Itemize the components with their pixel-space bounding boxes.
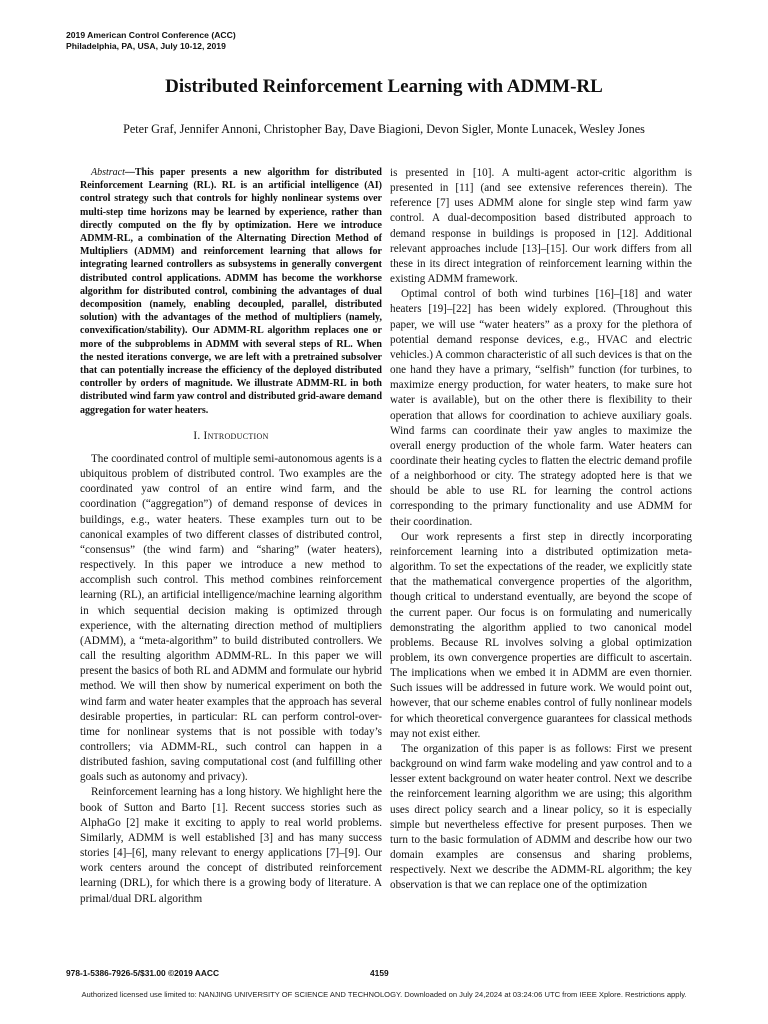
conference-name: 2019 American Control Conference (ACC) xyxy=(66,30,236,40)
conference-location: Philadelphia, PA, USA, July 10-12, 2019 xyxy=(66,41,226,51)
abstract-dash: — xyxy=(124,167,135,178)
paragraph: is presented in [10]. A multi-agent actor-critic algorithm is presented in [11] (and see extensive references therein). The reference [7] uses ADMM alone for single step wind farm yaw control. A dual-decomposition based distributed approach to demand response in buildings is proposed in [12]. Additional relevant approaches include [13]–[15]. Our work differs from all these in its direct integration of reinforcement learning within the existing ADMM framework. xyxy=(390,167,692,286)
footer-isbn: 978-1-5386-7926-5/$31.00 ©2019 AACC xyxy=(66,968,219,978)
license-notice: Authorized licensed use limited to: NANJING UNIVERSITY OF SCIENCE AND TECHNOLOGY. Downloaded on July 24,2024 at 03:24:06 UTC from IEEE Xplore. Restrictions apply. xyxy=(81,990,687,999)
paragraph: The coordinated control of multiple semi-autonomous agents is a ubiquitous problem of distributed control. Two examples are the coordinated yaw control of an entire wind farm, and the coordination (“aggregation”) of demand response of devices in buildings, e.g., water heaters. These examples turn out to be canonical examples of two different classes of distributed control, “consensus” (the wind farm) and “sharing” (water heaters), respectively. In this paper we introduce a new method to accomplish such control. This method combines reinforcement learning (RL), an artificial intelligence/machine learning algorithm in which sequential decision making is optimized through experience, with the alternating direction method of multipliers (ADMM), a “meta-algorithm” to build distributed controllers. We call the resulting algorithm ADMM-RL. In this paper we will present the basics of both RL and ADMM and formulate our hybrid method. We will then show by numerical experiment on both the wind farm and water heater examples that the approach has several desirable properties, in particular: RL can perform control-over-time for nonlinear systems that is not possible with today’s controllers; via ADMM-RL, such control can happen in a distributed fashion, saving computational cost (and fulfilling other goals such as autonomy and privacy). xyxy=(80,453,382,784)
left-column xyxy=(80,166,382,907)
paragraph: Optimal control of both wind turbines [16]–[18] and water heaters [19]–[22] has been widely explored. (Throughout this paper, we will use “water heaters” as a proxy for the plethora of potential demand response devices, e.g., HVAC and electric vehicles.) A common characteristic of all such devices is that on the one hand they have a primary, “selfish” function (for turbines, to maximize energy production, for water heaters, to make sure hot water is available), but on the other there is flexibility to their operation that allows for coordination to achieve auxiliary goals. Wind farms can coordinate their yaw angles to maximize the overall energy production of the whole farm. Water heaters can coordinate their heating cycles to flatten the electric demand profile of a neighborhood or city. The strategy adopted here is that we should be able to use RL for learning the control actions corresponding to the primary functionality and use ADMM for their coordination. xyxy=(390,288,692,528)
author-list: Peter Graf, Jennifer Annoni, Christopher Bay, Dave Biagioni, Devon Sigler, Monte Lunacek, Wesley Jones xyxy=(123,122,645,136)
paragraph: Reinforcement learning has a long history. We highlight here the book of Sutton and Barto [1]. Recent success stories such as AlphaGo [2] make it exciting to apply to real world problems. Similarly, ADMM is well established [3] and has many success stories [4]–[6], many relevant to energy applications [7]–[9]. Our work centers around the concept of distributed reinforcement learning (DRL), for which there is a growing body of literature. A primal/dual DRL algorithm xyxy=(80,786,382,905)
conference-header xyxy=(66,30,236,52)
abstract-text: This paper presents a new algorithm for distributed Reinforcement Learning (RL). RL is an artificial intelligence (AI) control strategy such that controls for highly nonlinear systems over multi-step time horizons may be learned by experience, rather than directly computed on the fly by optimization. Here we introduce ADMM-RL, a combination of the Alternating Direction Method of Multipliers (ADMM) and reinforcement learning that allows for integrating learned controllers as subsystems in generally convergent distributed control applications. ADMM has become the workhorse algorithm for distributed control, combining the advantages of dual decomposition (namely, enabling decoupled, parallel, distributed solution) with the advantages of the method of multipliers (namely, convexification/stability). Our ADMM-RL algorithm replaces one or more of the subproblems in ADMM with several steps of RL. When the nested iterations converge, we are left with a pretrained subsolver that can potentially increase the efficiency of the deployed distributed controller by orders of magnitude. We illustrate ADMM-RL in both distributed wind farm yaw control and distributed grid-aware demand aggregation for water heaters. xyxy=(80,167,382,416)
paragraph: The organization of this paper is as follows: First we present background on wind farm wake modeling and yaw control and to a lesser extent background on water heater control. Next we describe the reinforcement learning algorithm we are using; this algorithm uses direct policy search and a linear policy, so it is especially simple but nevertheless effective for present purposes. Then we turn to the basic formulation of ADMM and describe how our two domain examples are consensus and sharing problems, respectively. Next we describe the ADMM-RL algorithm; the key observation is that we can replace one of the optimization xyxy=(390,742,692,892)
paragraph: Our work represents a first step in directly incorporating reinforcement learning into a distributed optimization meta-algorithm. To set the expectations of the reader, we explicitly state that the mathematical convergence properties of the algorithm, though critical to understand eventually, are beyond the scope of the current paper. Our focus is on formulating and numerically demonstrating the algorithm applied to two canonical model problems. Because RL involves solving a global optimization problem, its own convergence properties are difficult to ascertain. The implications when we embed it in ADMM are even thornier. Such issues will be addressed in future work. We would point out, however, that our scheme enables control of fully nonlinear models for which theoretical convergence guarantees for classical methods may not exist either. xyxy=(390,530,692,740)
right-column xyxy=(390,166,692,894)
section-heading-introduction: I. Introduction xyxy=(193,429,269,442)
abstract xyxy=(80,166,382,417)
abstract-label: Abstract xyxy=(91,167,125,178)
page-number: 4159 xyxy=(370,968,389,978)
paper-title: Distributed Reinforcement Learning with ADMM-RL xyxy=(165,76,603,97)
